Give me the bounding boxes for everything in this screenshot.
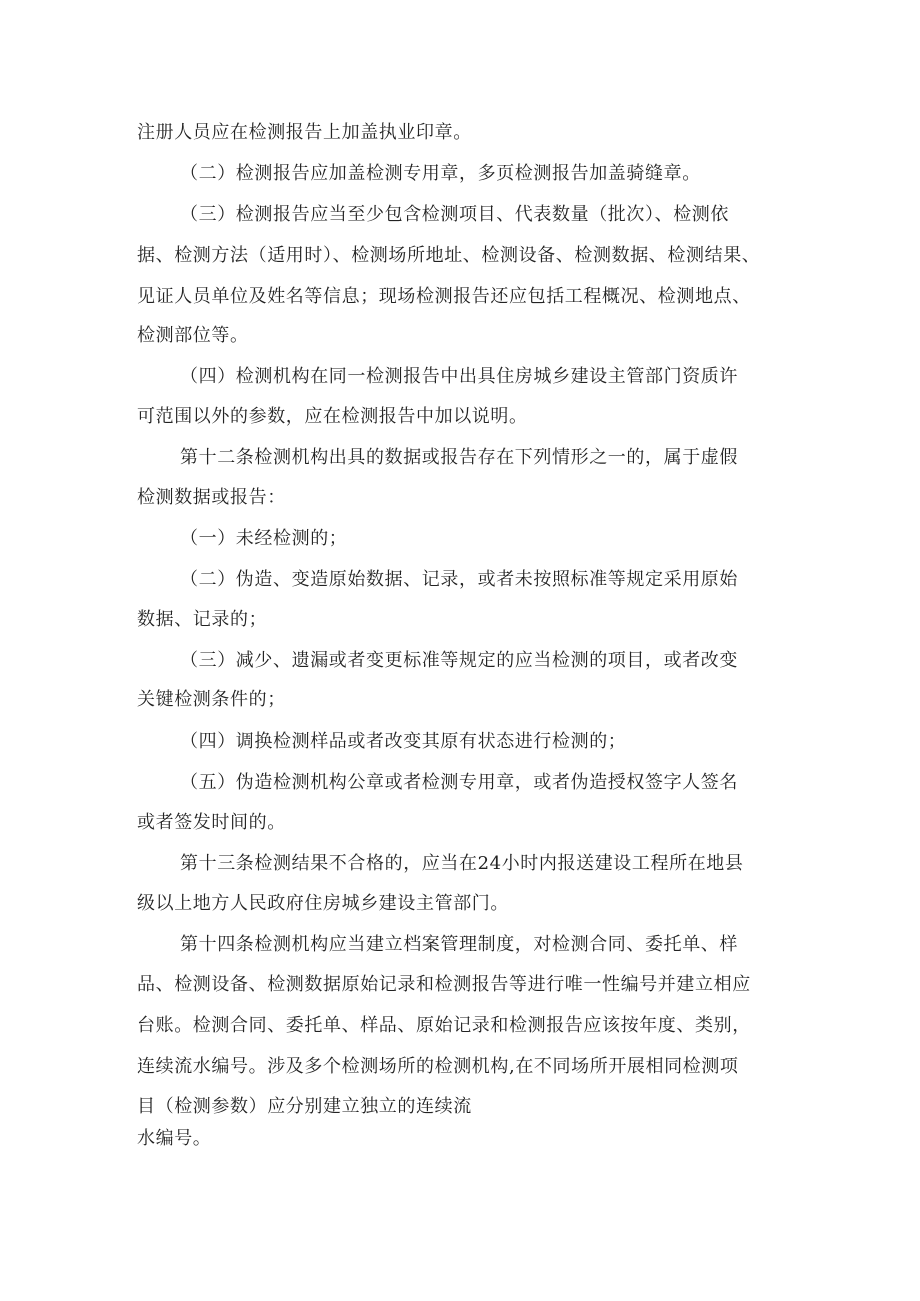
text-line: 水编号。: [137, 1128, 212, 1149]
text-line: 品、检测设备、检测数据原始记录和检测报告等进行唯一性编号并建立相应: [137, 974, 751, 995]
text-line: 连续流水编号。涉及多个检测场所的检测机构,在不同场所开展相同检测项: [137, 1056, 739, 1077]
text-line: 数据、记录的；: [137, 609, 268, 630]
text-line: 台账。检测合同、委托单、样品、原始记录和检测报告应该按年度、类别，: [137, 1015, 751, 1036]
text-line: （三）检测报告应当至少包含检测项目、代表数量（批次）、检测依: [180, 204, 729, 225]
text-line: 级以上地方人民政府住房城乡建设主管部门。: [137, 893, 509, 914]
text-line: 第十二条检测机构出具的数据或报告存在下列情形之一的，属于虚假: [180, 447, 738, 468]
text-line: 可范围以外的参数，应在检测报告中加以说明。: [137, 406, 528, 427]
text-line: （二）伪造、变造原始数据、记录，或者未按照标准等规定采用原始: [180, 569, 738, 590]
text-line: 目（检测参数）应分别建立独立的连续流: [137, 1096, 472, 1117]
text-line: 第十三条检测结果不合格的，应当在24小时内报送建设工程所在地县: [180, 853, 744, 874]
text-line: 或者签发时间的。: [137, 812, 286, 833]
text-line: （四）调换检测样品或者改变其原有状态进行检测的；: [180, 731, 627, 752]
text-line: 关键检测条件的；: [137, 689, 286, 710]
text-line: 第十四条检测机构应当建立档案管理制度，对检测合同、委托单、样: [180, 934, 738, 955]
text-line: （一）未经检测的；: [180, 528, 348, 549]
text-line: 检测数据或报告：: [137, 487, 286, 508]
text-line: （二）检测报告应加盖检测专用章，多页检测报告加盖骑缝章。: [180, 163, 701, 184]
text-line: （三）减少、遗漏或者变更标准等规定的应当检测的项目，或者改变: [180, 650, 738, 671]
text-line: 见证人员单位及姓名等信息；现场检测报告还应包括工程概况、检测地点、: [137, 286, 751, 307]
text-line: 据、检测方法（适用时）、检测场所地址、检测设备、检测数据、检测结果、: [137, 245, 761, 266]
text-line: （四）检测机构在同一检测报告中出具住房城乡建设主管部门资质许: [180, 366, 738, 387]
text-line: 注册人员应在检测报告上加盖执业印章。: [137, 122, 472, 143]
text-line: （五）伪造检测机构公章或者检测专用章，或者伪造授权签字人签名: [180, 772, 738, 793]
text-line: 检测部位等。: [137, 325, 249, 346]
